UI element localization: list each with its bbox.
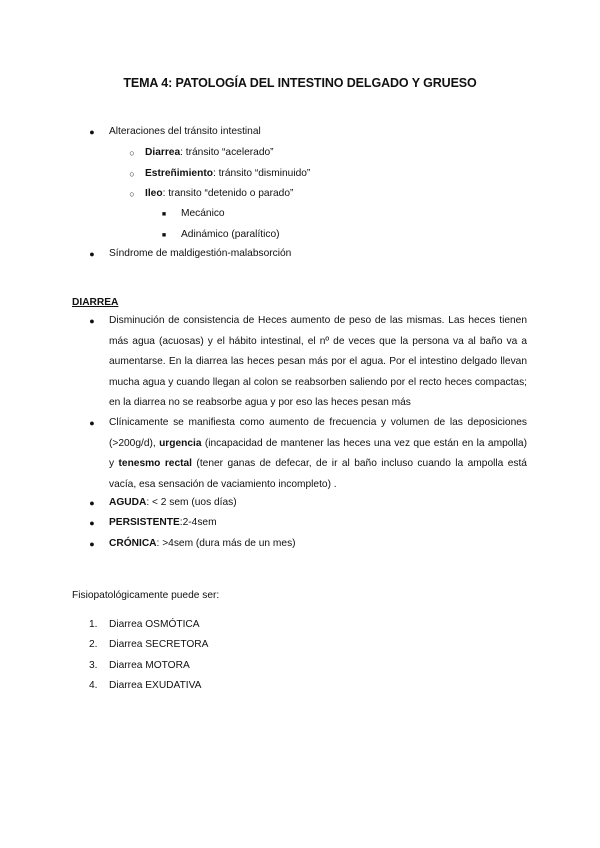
bullet-disc: ● bbox=[89, 539, 95, 549]
bullet-disc: ● bbox=[89, 418, 95, 428]
section-heading-diarrea: DIARREA bbox=[72, 297, 119, 308]
bullet-square: ■ bbox=[161, 232, 167, 239]
bullet-disc: ● bbox=[89, 498, 95, 508]
outline-subsub-adinamico: Adinámico (paralítico) bbox=[181, 229, 280, 240]
outline-item-alteraciones: Alteraciones del tránsito intestinal bbox=[109, 126, 261, 137]
diarrea-persistente: PERSISTENTE:2-4sem bbox=[109, 517, 217, 528]
fisio-intro: Fisiopatológicamente puede ser: bbox=[72, 590, 220, 601]
bullet-disc: ● bbox=[89, 249, 95, 259]
bullet-disc: ● bbox=[89, 127, 95, 137]
bullet-disc: ● bbox=[89, 316, 95, 326]
diarrea-aguda: AGUDA: < 2 sem (uos días) bbox=[109, 497, 237, 508]
bullet-square: ■ bbox=[161, 211, 167, 218]
bullet-disc: ● bbox=[89, 518, 95, 528]
fisio-item: 2. Diarrea SECRETORA bbox=[89, 639, 209, 650]
fisio-item: 1. Diarrea OSMÓTICA bbox=[89, 619, 200, 630]
fisio-item: 3. Diarrea MOTORA bbox=[89, 660, 190, 671]
outline-sub-diarrea: Diarrea: tránsito “acelerado” bbox=[145, 147, 274, 158]
outline-sub-ileo: Ileo: transito “detenido o parado” bbox=[145, 188, 294, 199]
outline-item-sindrome: Síndrome de maldigestión-malabsorción bbox=[109, 248, 292, 259]
bullet-circle: ○ bbox=[129, 169, 135, 179]
outline-subsub-mecanico: Mecánico bbox=[181, 208, 225, 219]
diarrea-paragraph-2: Clínicamente se manifiesta como aumento de frecuencia y volumen de las deposiciones (>200g/d), urgencia (incapacidad de mantener las heces una vez que están en la ampolla) y tenesmo rectal (tener ganas de defecar, de ir al baño incluso cuando la ampolla está vacía, esa sensación de vaciamiento incompleto) . bbox=[109, 417, 527, 490]
bullet-circle: ○ bbox=[129, 189, 135, 199]
bullet-circle: ○ bbox=[129, 148, 135, 158]
diarrea-paragraph-1: Disminución de consistencia de Heces aumento de peso de las mismas. Las heces tienen más agua (acuosas) y el hábito intestinal, el nº de veces que la persona va al baño va a aumentarse. En la diarrea las heces pesan más por el agua. Por el intestino delgado llevan mucha agua y cuando llegan al colon se reabsorben saliendo por el recto heces compactas; en la diarrea no se reabsorbe agua y por eso las heces pesan más bbox=[109, 315, 527, 408]
fisio-item: 4. Diarrea EXUDATIVA bbox=[89, 680, 202, 691]
outline-sub-estrenimiento: Estreñimiento: tránsito “disminuido” bbox=[145, 168, 311, 179]
page-title: TEMA 4: PATOLOGÍA DEL INTESTINO DELGADO Y GRUESO bbox=[123, 76, 477, 90]
diarrea-cronica: CRÓNICA: >4sem (dura más de un mes) bbox=[109, 538, 296, 549]
